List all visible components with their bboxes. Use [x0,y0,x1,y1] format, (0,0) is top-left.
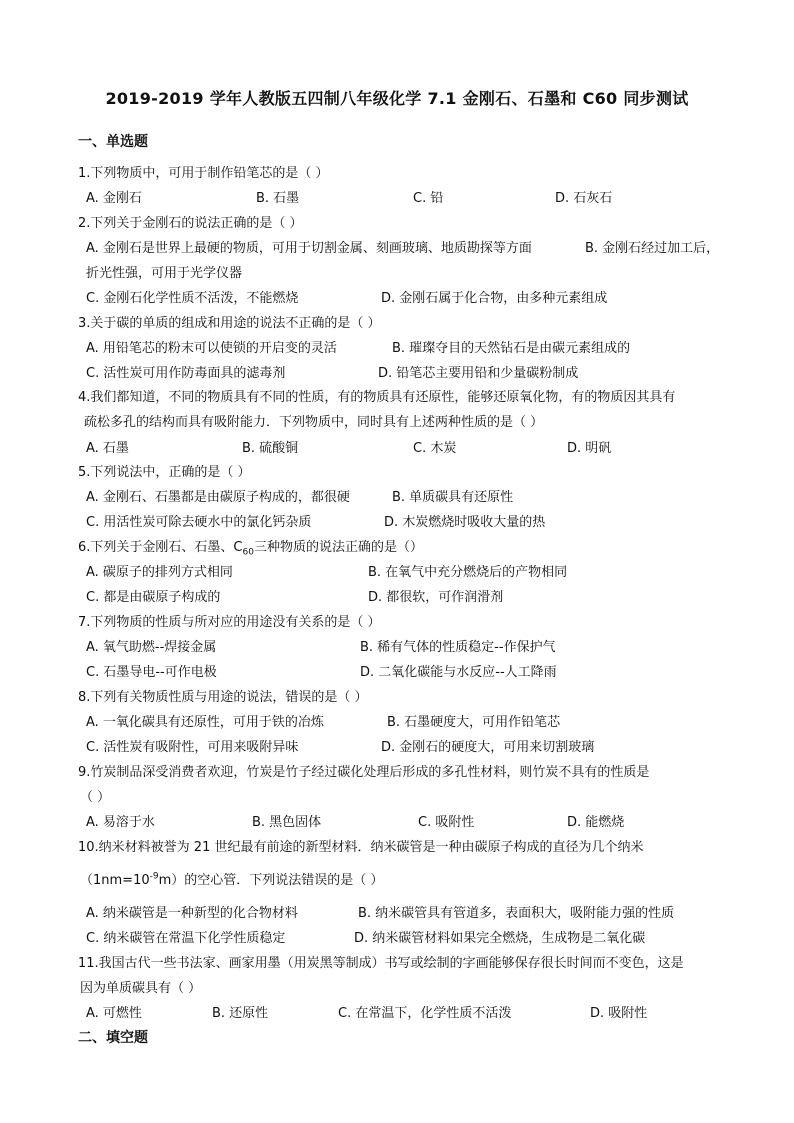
question-2-option-c[interactable]: C. 金刚石化学性质不活泼，不能燃烧 [86,291,299,306]
question-10-option-c[interactable]: C. 纳米碳管在常温下化学性质稳定 [86,931,286,946]
page-title: 2019-2019 学年人教版五四制八年级化学 7.1 金刚石、石墨和 C60 同步测试 [105,89,689,108]
question-1-option-d[interactable]: D. 石灰石 [555,191,613,206]
question-2-option-b[interactable]: B. 金刚石经过加工后， [585,241,720,256]
question-10-option-a[interactable]: A. 纳米碳管是一种新型的化合物材料 [86,906,298,921]
question-6-stem [78,536,423,558]
question-4-option-d[interactable]: D. 明矾 [567,441,612,456]
question-7-stem: 7.下列物质的性质与所对应的用途没有关系的是（ ） [78,615,381,630]
question-10-stem-tail: m）的空心管．下列说法错误的是（ ） [158,873,384,888]
question-1-option-a[interactable]: A. 金刚石 [86,191,142,206]
question-10-option-b[interactable]: B. 纳米碳管具有管道多，表面积大，吸附能力强的性质 [358,906,675,921]
question-3-option-b[interactable]: B. 璀璨夺目的天然钻石是由碳元素组成的 [392,341,631,356]
question-9-stem-continued: （ ） [80,790,111,805]
question-4-option-a[interactable]: A. 石墨 [86,441,129,456]
question-11-option-b[interactable]: B. 还原性 [212,1006,269,1021]
question-7-option-a[interactable]: A. 氧气助燃--焊接金属 [86,640,217,655]
question-4-option-c[interactable]: C. 木炭 [413,441,457,456]
question-1-option-c[interactable]: C. 铅 [413,191,444,206]
question-6-option-a[interactable]: A. 碳原子的排列方式相同 [86,565,233,580]
question-4-option-b[interactable]: B. 硫酸铜 [242,441,299,456]
question-8-option-c[interactable]: C. 活性炭有吸附性，可用来吸附异味 [86,740,299,755]
question-10-stem-continued [80,869,383,888]
question-2-stem: 2.下列关于金刚石的说法正确的是（ ） [78,216,303,231]
question-9-stem: 9.竹炭制品深受消费者欢迎，竹炭是竹子经过碳化处理后形成的多孔性材料，则竹炭不具有的性质是 [78,765,650,780]
question-6-option-c[interactable]: C. 都是由碳原子构成的 [86,590,221,605]
question-3-option-c[interactable]: C. 活性炭可用作防毒面具的滤毒剂 [86,366,286,381]
question-10-stem: 10.纳米材料被誉为 21 世纪最有前途的新型材料．纳米碳管是一种由碳原子构成的直径为几个纳米 [78,840,644,855]
question-10-option-d[interactable]: D. 纳米碳管材料如果完全燃烧，生成物是二氧化碳 [354,931,646,946]
question-8-option-a[interactable]: A. 一氧化碳具有还原性，可用于铁的冶炼 [86,715,324,730]
question-8-option-b[interactable]: B. 石墨硬度大，可用作铅笔芯 [387,715,561,730]
question-6-option-b[interactable]: B. 在氧气中充分燃烧后的产物相同 [368,565,568,580]
question-6-stem-tail: 三种物质的说法正确的是（） [253,540,423,555]
question-6-option-d[interactable]: D. 都很软，可作润滑剂 [368,590,504,605]
question-4-stem: 4.我们都知道，不同的物质具有不同的性质，有的物质具有还原性，能够还原氧化物，有的物质因其具有 [78,390,676,405]
question-5-stem: 5.下列说法中，正确的是（ ） [78,465,251,480]
section-heading-fill-in: 二、填空题 [78,1030,148,1046]
question-1-stem: 1.下列物质中，可用于制作铅笔芯的是（ ） [78,166,329,181]
question-9-option-c[interactable]: C. 吸附性 [418,815,475,830]
question-4-stem-continued: 疏松多孔的结构而具有吸附能力．下列物质中，同时具有上述两种性质的是（ ） [84,415,544,430]
question-6-stem-text: 6.下列关于金刚石、石墨、C [78,540,243,555]
question-11-stem-continued: 因为单质碳具有（ ） [80,981,202,996]
question-7-option-d[interactable]: D. 二氧化碳能与水反应--人工降雨 [360,665,557,680]
question-6-stem-subscript: 60 [242,547,254,558]
question-8-option-d[interactable]: D. 金刚石的硬度大，可用来切割玻璃 [381,740,595,755]
question-11-option-c[interactable]: C. 在常温下，化学性质不活泼 [338,1006,512,1021]
question-5-option-d[interactable]: D. 木炭燃烧时吸收大量的热 [384,515,546,530]
question-10-stem-part: （1nm=10 [80,873,150,888]
question-3-option-a[interactable]: A. 用铅笔芯的粉末可以使锁的开启变的灵活 [86,341,337,356]
question-7-option-b[interactable]: B. 稀有气体的性质稳定--作保护气 [360,640,556,655]
question-9-option-b[interactable]: B. 黑色固体 [252,815,322,830]
question-11-option-a[interactable]: A. 可燃性 [86,1006,142,1021]
question-3-stem: 3.关于碳的单质的组成和用途的说法不正确的是（ ） [78,316,381,331]
question-5-option-a[interactable]: A. 金刚石、石墨都是由碳原子构成的，都很硬 [86,490,350,505]
question-5-option-c[interactable]: C. 用活性炭可除去硬水中的氯化钙杂质 [86,515,312,530]
question-2-option-a[interactable]: A. 金刚石是世界上最硬的物质，可用于切割金属、刻画玻璃、地质勘探等方面 [86,241,532,256]
question-1-option-b[interactable]: B. 石墨 [256,191,300,206]
section-heading-single-choice: 一、单选题 [78,134,148,150]
question-11-option-d[interactable]: D. 吸附性 [590,1006,648,1021]
question-7-option-c[interactable]: C. 石墨导电--可作电极 [86,665,217,680]
question-2-option-b-continued: 折光性强，可用于光学仪器 [86,266,243,281]
question-3-option-d[interactable]: D. 铅笔芯主要用铅和少量碳粉制成 [378,366,579,381]
question-5-option-b[interactable]: B. 单质碳具有还原性 [392,490,514,505]
question-9-option-d[interactable]: D. 能燃烧 [567,815,625,830]
question-2-option-d[interactable]: D. 金刚石属于化合物，由多种元素组成 [381,291,608,306]
question-8-stem: 8.下列有关物质性质与用途的说法，错误的是（ ） [78,690,368,705]
question-11-stem: 11.我国古代一些书法家、画家用墨（用炭黑等制成）书写或绘制的字画能够保存很长时间而不变色，这是 [78,956,684,971]
question-10-stem-superscript: -9 [149,871,159,882]
question-9-option-a[interactable]: A. 易溶于水 [86,815,155,830]
